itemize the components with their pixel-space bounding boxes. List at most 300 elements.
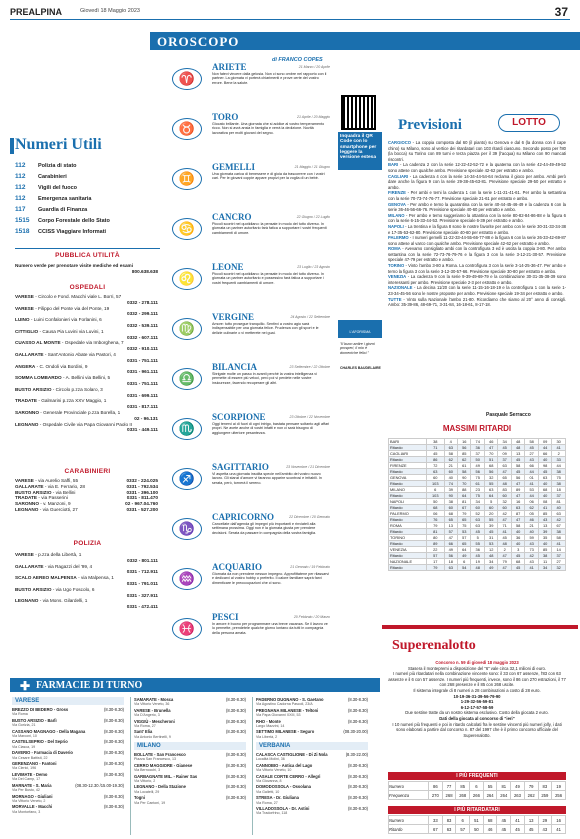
phone-addr: - via Aurelio Saffi, 55	[33, 478, 79, 483]
carabinieri-list	[15, 478, 158, 513]
ritardi-cell: 57	[427, 553, 445, 559]
sign-name: TORO	[212, 112, 239, 122]
ritardi-cell: 63	[471, 523, 484, 529]
phone-number: 0331 - 751.111	[126, 380, 158, 386]
zodiac-vergine-icon: ♍	[172, 318, 202, 340]
ritardi-cell: 65	[498, 475, 511, 481]
emergency-label: CCISS Viaggiare Informati	[38, 229, 107, 235]
pharmacy-entry	[256, 774, 368, 785]
ritardi-cell: 6	[457, 559, 470, 565]
phone-city: CUASSO AL MONTE	[15, 340, 61, 346]
superenalotto-cell: 79	[524, 782, 538, 791]
pharmacy-hours: (8.30-8.30)	[103, 707, 124, 712]
emergency-number: 112	[15, 173, 26, 180]
phone-city: CITTIGLIO	[15, 328, 39, 334]
ritardi-cell: 56	[444, 553, 457, 559]
pharmacy-hours: (08.30-20.00)	[343, 729, 368, 735]
pharmacy-name: DOMODOSSOLA - Ossolana	[256, 784, 311, 790]
ritardi-cell: 75	[552, 475, 566, 481]
ritardi-cell: 42	[498, 511, 511, 517]
pharmacy-name: SAMARATE - Mosca	[134, 697, 174, 702]
pharmacy-address: Via Galletti, 10	[256, 789, 280, 794]
pharmacy-name: MARNATE - S. Maria	[12, 782, 52, 788]
pharmacy-hours: (8.30-8.30)	[103, 771, 124, 777]
pharmacy-name: CERRO MAGGIORE - Gianese	[134, 762, 193, 768]
emergency-label: Vigili del fuoco	[38, 185, 78, 191]
ritardi-cell: 76	[427, 517, 445, 523]
massimi-ritardi-title: MASSIMI RITARDI	[442, 424, 512, 433]
pharmacy-entry	[134, 729, 246, 740]
pharmacy-hours: (8.30-8.30)	[347, 784, 368, 790]
ritardi-cell: CAGLIARI	[389, 451, 427, 457]
sign-sagittario	[212, 462, 330, 485]
superenalotto-cell: 81	[497, 782, 511, 791]
previsione-wheel: VENEZIA	[388, 274, 407, 280]
superenalotto-title: Superenalotto	[392, 638, 476, 653]
pharmacy-entry	[12, 750, 124, 761]
ritardi-cell: 41	[525, 481, 538, 487]
ritardi-cell: 79	[427, 523, 445, 529]
ritardi-cell: 64	[457, 547, 470, 553]
pharmacy-name: CASALE CORTE CERRO - Allegri	[256, 773, 321, 779]
pharmacy-address: Via Antonio Bertinelli, 9	[134, 734, 171, 739]
pharmacy-name: VILLADOSSOLA - Dr. Astini	[256, 806, 310, 812]
ritardi-cell: 27	[525, 451, 538, 457]
previsione-text: - La coppia composta dal 60 (il pianto) su Genova e dal 6 (la donna con il cape chino) su Milano, sono al vertice dei ritardatari con 103 ritardi ciascuno. Secondo posto per l'80 (la bocca) su Torino con 89 turni e terza piazza per il 39 (l'acqua) su Milano con 90 mancati riscontri.	[388, 140, 566, 162]
ritardatari-title: I PIÙ RITARDATARI	[388, 806, 566, 814]
pharmacy-address: Via Vittorio, 2	[134, 779, 156, 784]
ritardi-cell: 71	[498, 523, 511, 529]
ritardi-cell: 57	[457, 535, 470, 541]
ritardi-cell: 63	[484, 487, 497, 493]
phone-addr: - Circolo e Fond. Macchi viale L. Borri, 57	[33, 294, 122, 299]
pharmacy-entry	[134, 763, 246, 774]
pharmacy-entry	[134, 784, 246, 795]
ritardi-cell: 66	[538, 451, 551, 457]
pharmacy-name: Sant' Elia	[134, 729, 153, 735]
sign-text: Piccoli scontri nel quotidiano: la pensate in modo del tutto diverso. In giornata un partner autoritario e possessivo farà fatica a supportare i vostri frequenti cambiamenti di umore.	[212, 272, 324, 285]
ritardi-cell: 47	[511, 481, 524, 487]
previsione-text: - La trentina e la figura 8 sono le nostre favorite per ambo con le serie 30-31-33-34-38 e 17-35-53-62-80. Previsione speciale 40-60 per estratto e ambo.	[388, 223, 566, 235]
ritardi-cell: 43	[538, 517, 551, 523]
pharmacy-entry	[134, 708, 246, 719]
phone-number: 0331 - 712.911	[126, 569, 158, 575]
phone-city: LEGNANO	[15, 421, 39, 427]
ritardi-cell: 34	[538, 565, 551, 571]
ritardi-cell: 47	[498, 517, 511, 523]
sign-bilancia	[212, 362, 330, 385]
sign-text: Giocato brillante. Una giornata che si addice al vostro temperamento ricco. Non si avrà ansia in famiglia e verrà la dedizione. Novità lavorativa per molti giovani del segno.	[212, 122, 325, 135]
superenalotto-cell: 83	[442, 816, 456, 825]
numeri-utili-title: Numeri Utili	[15, 136, 102, 153]
pharmacy-hours: (8.30-8.30)	[225, 795, 246, 801]
sign-name: ARIETE	[212, 62, 247, 72]
ritardi-cell: 56	[484, 469, 497, 475]
ritardi-cell: 58	[444, 451, 457, 457]
previsione-text: - Per ambo e terno la quarantina con la serie 40-44-45-46-49 e la cadenza 6 con la serie 36-46-56-66-76. Previsione speciale 40-60 per estratto e ambo.	[388, 201, 566, 213]
phone-number: 0331 - 791.011	[126, 580, 158, 586]
ritardi-row	[389, 565, 566, 571]
ritardi-cell: 50	[427, 499, 445, 505]
massimi-ritardi-table	[388, 438, 566, 571]
phone-number: 0331 - 961.111	[126, 369, 158, 375]
ritardi-cell: 58	[552, 535, 566, 541]
ritardi-cell: 60	[444, 505, 457, 511]
farmacie-city-verbania: VERBANIA	[256, 742, 368, 750]
ritardi-cell: 21	[444, 463, 457, 469]
ritardi-cell: 41	[552, 541, 566, 547]
sign-leone	[212, 262, 330, 285]
ritardi-cell: Ritardo	[389, 517, 427, 523]
previsione-text: - La cadenza 2 con la serie 12-22-42-52-72 e la quaterna con la serie 42-44-49-49-52 sono attese con qualche ambo. Previsione speciale 42-62 per estratto e ambo.	[388, 162, 566, 173]
previsioni-title: Previsioni	[398, 117, 462, 133]
superenalotto-cell: 266	[470, 791, 484, 800]
pharmacy-name: CASTELSEPRIO - Del Seprio	[12, 739, 68, 745]
ritardi-cell: 38	[552, 529, 566, 535]
superenalotto-cell: Ritardo	[389, 825, 429, 834]
emergency-number: 112	[15, 195, 26, 202]
ritardi-cell: 55	[471, 541, 484, 547]
sign-dates: 23 Ottobre / 22 Novembre	[289, 415, 330, 419]
ritardi-cell: 41	[538, 505, 551, 511]
ritardi-cell: 71	[427, 445, 445, 451]
superenalotto-cell: 270	[429, 791, 443, 800]
ritardi-cell: 65	[444, 517, 457, 523]
phone-city: LUINO	[15, 317, 30, 323]
previsione-paragraph	[388, 224, 566, 235]
superenalotto-cell: 55	[483, 782, 497, 791]
superenalotto-cell: 83	[538, 782, 552, 791]
sign-ariete	[212, 62, 330, 85]
ritardi-cell: 49	[444, 547, 457, 553]
previsione-wheel: FIRENZE	[388, 190, 406, 196]
pharmacy-address: Via Vittorio Veneto, 10	[256, 768, 292, 773]
pharmacy-entry	[12, 804, 124, 815]
previsione-wheel: GENOVA	[388, 201, 406, 207]
phone-number: 0332 - 607.111	[126, 334, 158, 340]
emergency-number-row	[15, 195, 160, 206]
ritardi-cell: 60	[427, 475, 445, 481]
ritardi-cell: 62	[457, 457, 470, 463]
pharmacy-entry	[12, 772, 124, 783]
page-number: 37	[554, 5, 568, 19]
zodiac-acquario-icon: ♒	[172, 568, 202, 590]
ritardi-cell: 90	[444, 493, 457, 499]
sign-name: VERGINE	[212, 312, 255, 322]
phone-number: 0331 - 396.100	[126, 489, 158, 495]
farmacie-list-verbania	[256, 752, 368, 817]
ritardi-cell: 4	[444, 439, 457, 445]
superenalotto-line: I 10 numeri più frequenti e poi in ritardo calcolati fra le sestine vincenti più numeri jolly, i dati sono elaborati a partire dal concorso n. 87 del 1997 che è il primo concorso ufficiale del Superenalotto.	[392, 721, 562, 738]
ritardi-cell: 32	[484, 475, 497, 481]
pharmacy-hours: (8.30-8.30)	[225, 752, 246, 757]
ritardi-cell: 05	[525, 511, 538, 517]
ritardi-cell: 40	[511, 529, 524, 535]
ritardi-cell: 60	[444, 469, 457, 475]
previsione-text: - Per ambi e terni la cadenza 1 con la serie 1-11-21-41-61. Per ambo la settantina con la serie 70-73-74-76-77. Previsione speciale 21-61 per estratto e ambo.	[388, 190, 566, 201]
phone-addr: - Generale Provinciale p.zza Borella, 1	[38, 409, 121, 415]
farmacie-list-milano-2	[256, 697, 368, 740]
sign-dates: 23 Novembre / 21 Dicembre	[286, 465, 330, 469]
previsione-text: - La cadenza 4 con la serie 14-34-44-54-64 reclama il gioco per ambo. Ambi però dare anche la figura 9 con la serie 29-38-45-63-81. Previsione speciale 29-50 per estratto e ambo.	[388, 173, 566, 190]
ritardi-cell: 41	[498, 529, 511, 535]
phone-entry	[15, 552, 158, 564]
ritardi-cell: 63	[444, 565, 457, 571]
pubblica-utilita-number: 800.638.638	[131, 268, 158, 274]
numeri-utili-accent	[10, 138, 14, 154]
phone-addr: - via Ragazzi del '99, 4	[43, 563, 93, 569]
sign-dates: 24 Agosto / 22 Settembre	[290, 315, 330, 319]
ritardi-cell: 08	[538, 499, 551, 505]
pharmacy-entry	[12, 761, 124, 772]
sign-text: Piccoli scontri nel quotidiano: la pensate in modo del tutto diverso. In giornata un partner autoritario farà fatica a supportare i vostri frequenti cambiamenti di umore.	[212, 222, 327, 235]
ritardi-cell: 48	[498, 541, 511, 547]
pharmacy-hours: (8.30-8.30)	[103, 739, 124, 745]
ritardi-cell: FIRENZE	[389, 463, 427, 469]
phone-addr: - via Passerini	[37, 495, 68, 501]
pharmacy-hours: (8.30-8.30)	[103, 804, 124, 810]
phone-entry	[15, 410, 158, 422]
previsioni-text	[388, 140, 566, 308]
ospedali-list	[15, 294, 158, 433]
ritardi-cell: 63	[498, 463, 511, 469]
phone-addr: - via Malpensa, 1	[76, 575, 114, 581]
ritardi-cell: 59	[525, 535, 538, 541]
pharmacy-line	[12, 707, 124, 712]
previsione-paragraph	[388, 274, 566, 285]
emergency-number: 117	[15, 206, 26, 213]
ritardi-cell: 06	[525, 499, 538, 505]
ritardi-cell: 36	[471, 547, 484, 553]
ritardi-cell: 34	[498, 439, 511, 445]
pharmacy-hours: (8.30-8.30)	[347, 697, 368, 702]
phone-addr: - C. Ondoli via Bordini, 9	[35, 363, 88, 369]
phone-number: 0331 - 699.111	[126, 392, 158, 398]
pharmacy-hours: (8.30-8.30)	[347, 718, 368, 724]
phone-city: GALLARATE	[15, 351, 44, 357]
pharmacy-name: PADERNO DUGNANO - S. Gaetano	[256, 697, 324, 702]
phone-addr: - p.zza della Libertà, 1	[33, 552, 82, 557]
phone-addr: - A. Bellini via Bellini, 5	[61, 375, 111, 381]
ritardi-cell: 60	[471, 505, 484, 511]
zodiac-capricorno-icon: ♑	[172, 518, 202, 540]
ritardi-cell: VENEZIA	[389, 547, 427, 553]
sign-name: SCORPIONE	[212, 412, 266, 422]
sign-dates: 21 Maggio / 21 Giugno	[294, 165, 330, 169]
emergency-number-row	[15, 184, 160, 195]
ritardi-cell: Ritardo	[389, 565, 427, 571]
phone-entry	[15, 422, 158, 434]
pharmacy-name: DAVERIO - Farmacia di Daverio	[12, 750, 73, 756]
ritardi-cell: 61	[471, 481, 484, 487]
previsione-paragraph	[388, 174, 566, 191]
ritardi-cell: 60	[484, 505, 497, 511]
emergency-number-row	[15, 228, 160, 239]
ritardatari-table	[388, 815, 566, 834]
pharmacy-entry	[256, 795, 368, 806]
superenalotto-cell: 68	[483, 816, 497, 825]
ritardi-cell: 47	[498, 565, 511, 571]
ritardi-cell: 53	[457, 529, 470, 535]
ritardi-cell: 22	[427, 547, 445, 553]
oroscopo-author: di FRANCO COPES	[272, 57, 323, 63]
ritardi-cell: 67	[457, 505, 470, 511]
sign-name: PESCI	[212, 612, 239, 622]
pharmacy-hours: (8.30-8.30)	[103, 793, 124, 799]
pharmacy-address: Via Roma, 27	[256, 800, 278, 805]
ritardi-cell: Ritardo	[389, 445, 427, 451]
pharmacy-name: GERENZANO - Fantoni	[12, 761, 57, 767]
ritardi-cell: NAPOLI	[389, 499, 427, 505]
superenalotto-line: Due sestine tratte da un nostro sistema esclusivo. Costo della giocata 2 euro.	[405, 710, 549, 716]
ritardi-cell: 86	[427, 457, 445, 463]
phone-number: 0332 - 539.111	[126, 322, 158, 328]
phone-city: VARESE	[15, 305, 34, 311]
pharmacy-name: MORVALLE - Macchi	[12, 804, 53, 810]
phone-entry	[15, 340, 158, 352]
sign-dates: 22 Giugno / 22 Luglio	[296, 215, 330, 219]
previsione-text: - Vinto l'ambo 3-80 a Roma. La controfigura 3 con la serie 3-14-25-36-47. Per ambo e terno la figura 3 con la serie 3-12-30-57-66. Previsione speciale 30-80 per estratto e ambo.	[388, 263, 566, 274]
ritardi-cell: ROMA	[389, 523, 427, 529]
ritardi-cell: 51	[484, 457, 497, 463]
pubblica-utilita-block	[15, 263, 158, 275]
sign-name: BILANCIA	[212, 362, 258, 372]
phone-entry	[15, 587, 158, 599]
sign-name: ACQUARIO	[212, 562, 263, 572]
newspaper-brand: PREALPINA	[10, 7, 63, 17]
ritardi-cell: 45	[484, 529, 497, 535]
pharmacy-name: MORNAGO - Giuliani	[12, 793, 53, 799]
sign-name: GEMELLI	[212, 162, 256, 172]
ritardi-cell: 44	[525, 469, 538, 475]
ritardi-cell: 60	[498, 493, 511, 499]
pharmacy-entry	[256, 784, 368, 795]
superenalotto-cell: 6	[470, 782, 484, 791]
ritardi-cell: 45	[427, 451, 445, 457]
ritardi-cell: 38	[444, 499, 457, 505]
phone-entry	[15, 317, 158, 329]
phone-addr: - Ospedale via Imborghena, 7	[60, 340, 124, 346]
pharmacy-name: SETTIMO MILANESE - Seguro	[256, 729, 315, 735]
phone-entry	[15, 507, 158, 513]
superenalotto-line: 1-29-32-56-59-81	[460, 699, 494, 705]
previsione-wheel: TORINO	[388, 263, 405, 269]
qr-code-icon[interactable]	[341, 95, 376, 130]
ritardi-cell: 66	[444, 541, 457, 547]
phone-addr: - Circolo p.zza Solaro, 3	[51, 386, 103, 392]
ritardi-cell: 40	[552, 505, 566, 511]
ritardi-cell: 63	[427, 469, 445, 475]
ritardi-cell: 12	[484, 547, 497, 553]
ritardi-cell: 40	[525, 529, 538, 535]
pharmacy-address: Via Bernocchi, 3	[134, 768, 161, 773]
phone-addr: - Filippo del Ponte via del Ponte, 19	[33, 305, 110, 311]
ritardi-cell: 5	[471, 535, 484, 541]
pharmacy-entry	[256, 719, 368, 730]
ritardi-cell: 43	[525, 541, 538, 547]
ritardi-cell: 79	[457, 511, 470, 517]
ritardi-cell: 37	[471, 451, 484, 457]
phone-city: BUSTO ARSIZIO	[15, 586, 52, 592]
pharmacy-address: Via Giovanna, 8	[256, 779, 282, 784]
superenalotto-cell: 45	[497, 825, 511, 834]
ritardi-cell: 40	[538, 541, 551, 547]
ritardi-cell: 18	[552, 487, 566, 493]
frequenti-title: I PIÙ FREQUENTI	[388, 772, 566, 780]
ritardi-cell: 38	[538, 553, 551, 559]
ritardi-cell: TORINO	[389, 535, 427, 541]
ritardi-cell: 40	[444, 475, 457, 481]
pharmacy-address: Via Locatelli, 29	[134, 789, 160, 794]
phone-number: 0332 - 224.025	[126, 478, 158, 483]
phone-city: ANGERA	[15, 363, 36, 369]
ritardi-cell: 49	[457, 553, 470, 559]
phone-addr: - Luini Confalonieri via Forlanini, 6	[29, 317, 102, 323]
superenalotto-cell: 264	[483, 791, 497, 800]
pharmacy-hours: (8.30-8.30)	[225, 729, 246, 735]
phone-entry	[15, 398, 158, 410]
pharmacy-hours: (8.30-8.30)	[225, 707, 246, 713]
ritardi-cell: 73	[525, 547, 538, 553]
phone-number: 0332 - 910.111	[126, 346, 158, 352]
ritardi-cell: 43	[525, 559, 538, 565]
sign-text: Oggi tenervi ai di fuori di ogni intrigo, bastata pensare soltanto agli affari propri. Ne avete anche di vostri infatti e non ci sarà bisogno di aggiungere ulteriore pesantezza.	[212, 422, 330, 435]
ritardi-cell: PALERMO	[389, 511, 427, 517]
emergency-number: 112	[15, 184, 26, 191]
ritardi-cell: 81	[427, 529, 445, 535]
sign-text: Giornata da non prendere nessun impegno. Approfittatene per rilassarvi e dedicarvi al vostro hobby o preferito. Il calore familiare saprà farvi dimenticare le preoccupazioni che ci sono.	[212, 572, 330, 585]
ritardi-cell: 62	[444, 457, 457, 463]
pharmacy-hours: (8.30-8.30)	[347, 773, 368, 779]
pharmacy-hours: (8.30-8.30)	[347, 806, 368, 812]
ritardi-cell: 47	[444, 535, 457, 541]
issue-date: Giovedì 18 Maggio 2023	[80, 8, 140, 14]
pharmacy-hours: (8.30-8.30)	[347, 707, 368, 713]
sign-dates: 21 Marzo / 20 Aprile	[298, 65, 330, 69]
ritardi-cell: 63	[552, 511, 566, 517]
ritardi-cell: 52	[471, 511, 484, 517]
superenalotto-cell: 63	[442, 825, 456, 834]
ritardi-cell: 63	[444, 445, 457, 451]
phone-addr: - Causa Pia Luvini via Luvini, 1	[38, 328, 104, 334]
pharmacy-name: STRESA - Dr. Giuliana	[256, 795, 299, 801]
aforisma-label: L'AFORISMA	[338, 320, 382, 338]
previsione-wheel: ROMA	[388, 246, 401, 252]
superenalotto-cell: 29	[538, 816, 552, 825]
ritardi-cell: 75	[457, 523, 470, 529]
ritardi-cell: 50	[471, 457, 484, 463]
emergency-number: 1515	[15, 217, 30, 224]
ritardi-cell: 47	[498, 553, 511, 559]
ritardi-cell: 68	[511, 559, 524, 565]
phone-city: SARONNO	[15, 501, 39, 507]
column-divider	[252, 697, 253, 835]
zodiac-ariete-icon: ♈	[172, 68, 202, 90]
ritardi-cell: 32	[552, 565, 566, 571]
ritardi-cell: 68	[538, 487, 551, 493]
previsione-wheel: NAZIONALE	[388, 285, 413, 291]
superenalotto-cell: 256	[552, 791, 566, 800]
pharmacy-name: LEVIMATE - Demo	[12, 771, 48, 777]
ritardi-cell: 17	[427, 559, 445, 565]
pharmacy-entry	[256, 697, 368, 708]
ritardi-cell: 11	[538, 559, 551, 565]
ritardi-cell: 42	[525, 553, 538, 559]
pharmacy-address: Via Marconi, 10	[12, 734, 37, 739]
phone-number: 0331 - 327.911	[126, 592, 158, 598]
ritardi-cell: 45	[538, 469, 551, 475]
ritardi-cell: 23	[471, 487, 484, 493]
